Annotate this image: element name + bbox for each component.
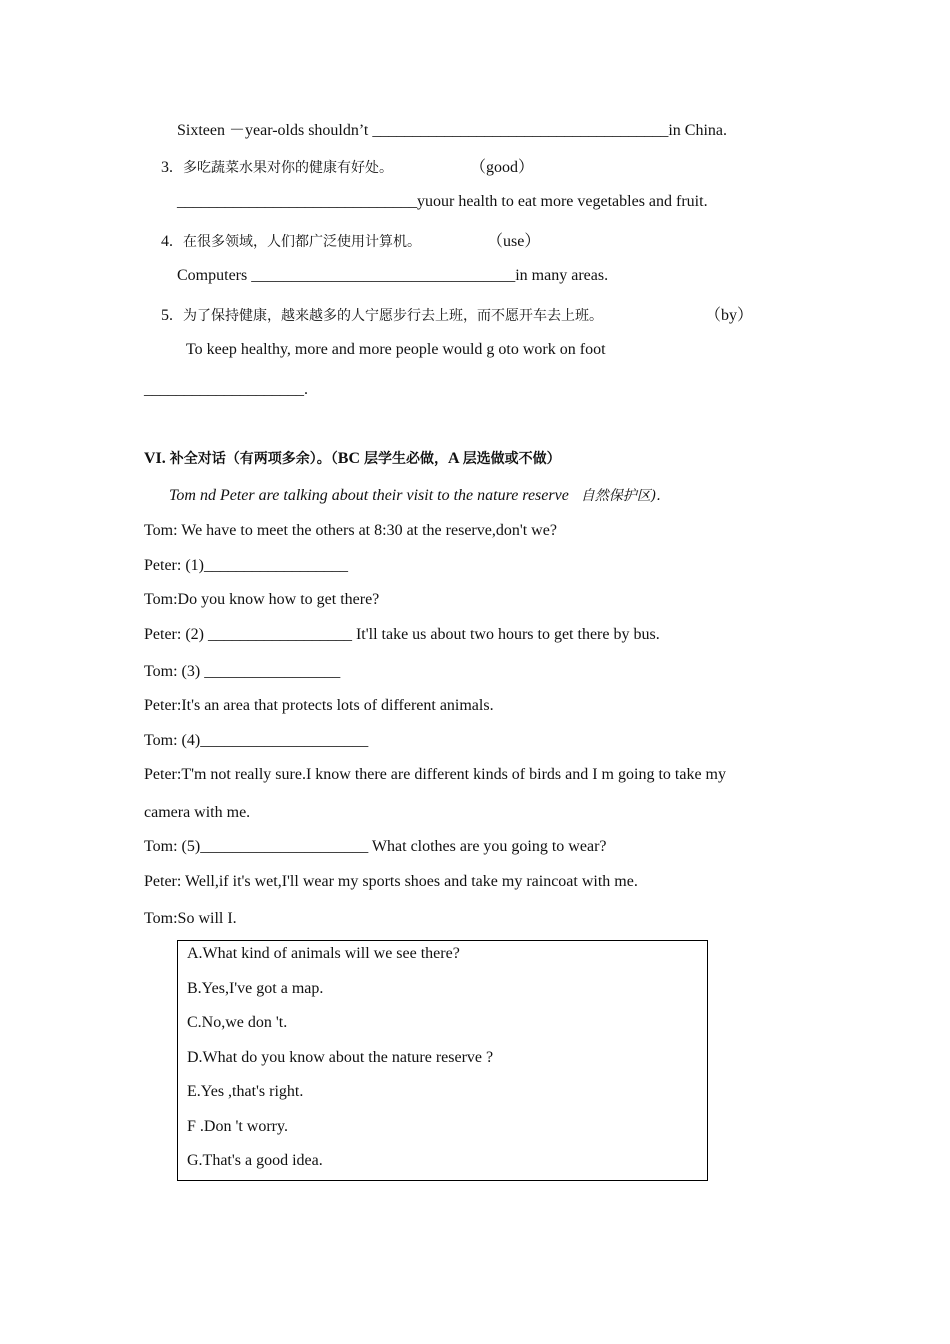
option-item: F .Don 't worry. bbox=[187, 1118, 288, 1135]
item5-number: 5. bbox=[161, 307, 173, 324]
section6-intro bbox=[169, 486, 661, 506]
option-item: D.What do you know about the nature reserve ? bbox=[187, 1049, 494, 1066]
dialogue-line: Peter:T'm not really sure.I know there are different kinds of birds and I m going to take my bbox=[144, 766, 726, 783]
dialogue-line: Tom: We have to meet the others at 8:30 at the reserve,don't we? bbox=[144, 522, 557, 539]
dialogue-line: Tom: (3) _________________ bbox=[144, 663, 341, 680]
option-item: E.Yes ,that's right. bbox=[187, 1083, 304, 1100]
dialogue-line: camera with me. bbox=[144, 804, 251, 821]
options-box bbox=[177, 940, 708, 1181]
item4-english: Computers _________________________________in many areas. bbox=[177, 267, 609, 284]
dialogue-line: Tom:So will I. bbox=[144, 910, 237, 927]
section6-heading bbox=[144, 449, 561, 469]
option-item: A.What kind of animals will we see there? bbox=[187, 945, 460, 962]
dialogue-line: Peter: (2) __________________ It'll take us about two hours to get there by bus. bbox=[144, 626, 660, 643]
item3-number: 3. bbox=[161, 159, 173, 176]
option-item: G.That's a good idea. bbox=[187, 1152, 323, 1169]
item4-number: 4. bbox=[161, 233, 173, 250]
item2-continued: Sixteen －year-olds shouldn’t _____________________________________in China. bbox=[177, 122, 728, 139]
dialogue-line: Peter:It's an area that protects lots of different animals. bbox=[144, 697, 494, 714]
item5-english: To keep healthy, more and more people would g oto work on foot bbox=[186, 341, 606, 358]
section6-heading-a: A bbox=[448, 450, 459, 467]
option-item: B.Yes,I've got a map. bbox=[187, 980, 324, 997]
dialogue-line: Peter: (1)__________________ bbox=[144, 557, 348, 574]
section6-intro-english: Tom nd Peter are talking about their visit to the nature reserve bbox=[169, 487, 569, 504]
section6-intro-chinese: 自然保护区). bbox=[580, 488, 661, 504]
section6-heading-number: VI. bbox=[144, 450, 166, 467]
item4-hint: （use） bbox=[487, 233, 541, 250]
section6-heading-cn-2: 层学生必做， bbox=[364, 451, 449, 467]
dialogue-line: Tom:Do you know how to get there? bbox=[144, 591, 380, 608]
dialogue-line: Peter: Well,if it's wet,I'll wear my sports shoes and take my raincoat with me. bbox=[144, 873, 638, 890]
item3-chinese: 多吃蔬菜水果对你的健康有好处。 bbox=[183, 160, 393, 176]
item3-english: ______________________________yuour health to eat more vegetables and fruit. bbox=[177, 193, 708, 210]
section6-heading-cn-1: 补全对话（有两项多余）。（ bbox=[169, 451, 338, 467]
section6-heading-cn-3: 层选做或不做） bbox=[462, 451, 561, 467]
item5-blank: ____________________. bbox=[144, 381, 308, 398]
option-item: C.No,we don 't. bbox=[187, 1014, 288, 1031]
dialogue-line: Tom: (5)_____________________ What clothes are you going to wear? bbox=[144, 838, 607, 855]
item5-chinese: 为了保持健康，越来越多的人宁愿步行去上班，而不愿开车去上班。 bbox=[183, 308, 603, 324]
dialogue-line: Tom: (4)_____________________ bbox=[144, 732, 369, 749]
item5-hint: （by） bbox=[705, 307, 754, 324]
item4-chinese: 在很多领域，人们都广泛使用计算机。 bbox=[183, 234, 421, 250]
item3-hint: （good） bbox=[470, 159, 535, 176]
section6-heading-bc: BC bbox=[337, 450, 361, 467]
